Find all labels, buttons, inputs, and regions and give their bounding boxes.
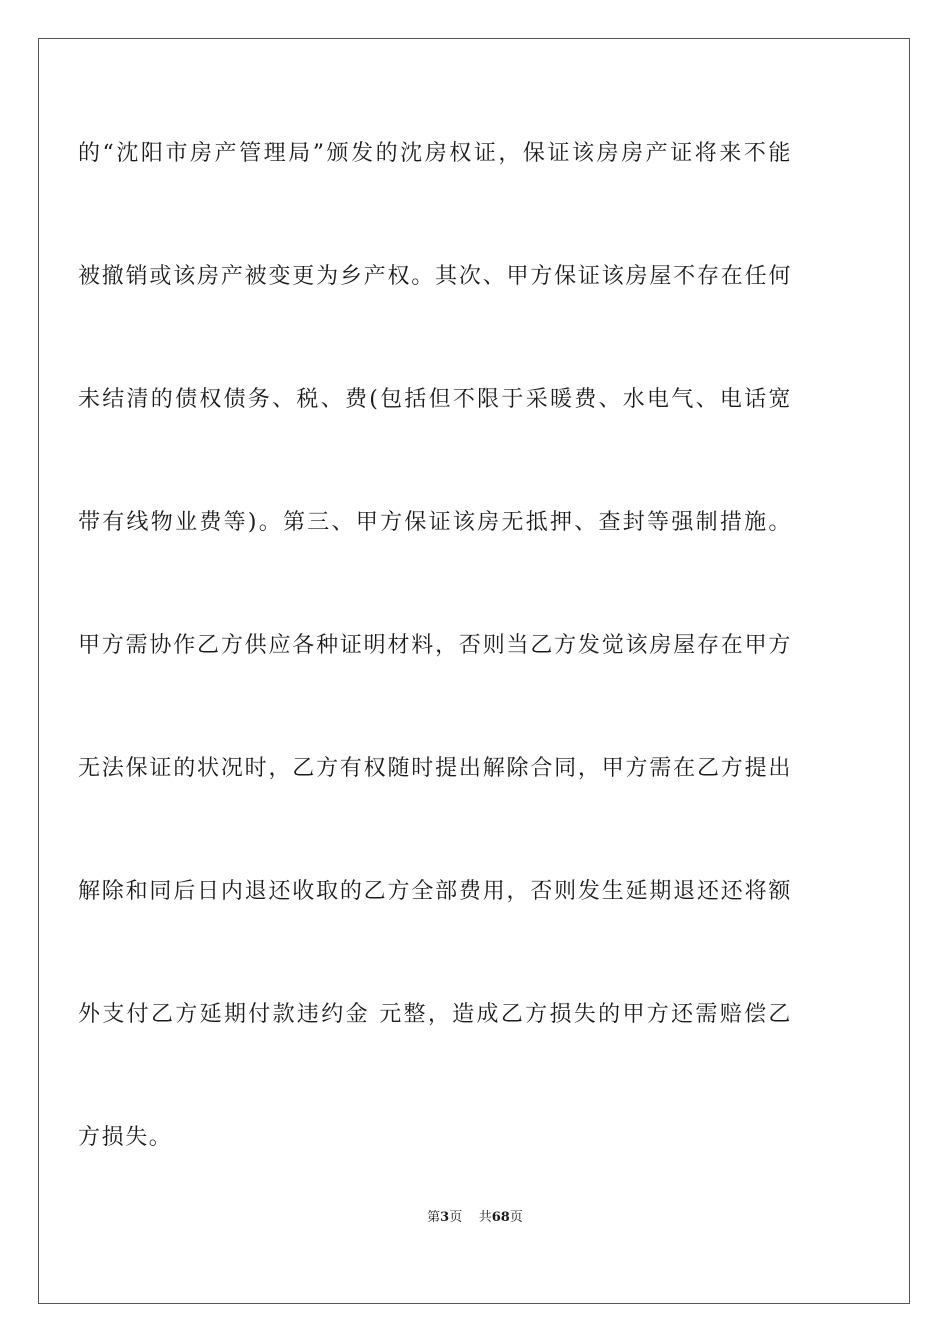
document-body <box>78 92 792 1199</box>
page-footer <box>0 1209 950 1227</box>
text-line-3: 未结清的债权债务、税、费(包括但不限于采暖费、水电气、电话宽 <box>78 387 792 412</box>
text-line-4: 带有线物业费等)。第三、甲方保证该房无抵押、查封等强制措施。 <box>78 510 792 535</box>
text-line-2: 被撤销或该房产被变更为乡产权。其次、甲方保证该房屋不存在任何 <box>78 264 792 289</box>
footer-total-prefix: 共 <box>478 1210 492 1225</box>
footer-total-pages: 68 <box>491 1210 510 1225</box>
footer-page-suffix: 页 <box>449 1210 463 1225</box>
footer-page-prefix: 第 <box>427 1210 441 1225</box>
text-line-8: 外支付乙方延期付款违约金 元整，造成乙方损失的甲方还需赔偿乙 <box>78 1002 792 1027</box>
text-line-7: 解除和同后日内退还收取的乙方全部费用，否则发生延期退还还将额 <box>78 879 792 904</box>
footer-total-suffix: 页 <box>509 1210 523 1225</box>
text-line-6: 无法保证的状况时，乙方有权随时提出解除合同，甲方需在乙方提出 <box>78 756 792 781</box>
text-line-1: 的“沈阳市房产管理局”颁发的沈房权证，保证该房房产证将来不能 <box>78 141 792 166</box>
text-line-9: 方损失。 <box>78 1125 173 1150</box>
footer-page-number: 3 <box>440 1210 450 1225</box>
text-line-5: 甲方需协作乙方供应各种证明材料，否则当乙方发觉该房屋存在甲方 <box>78 633 792 658</box>
